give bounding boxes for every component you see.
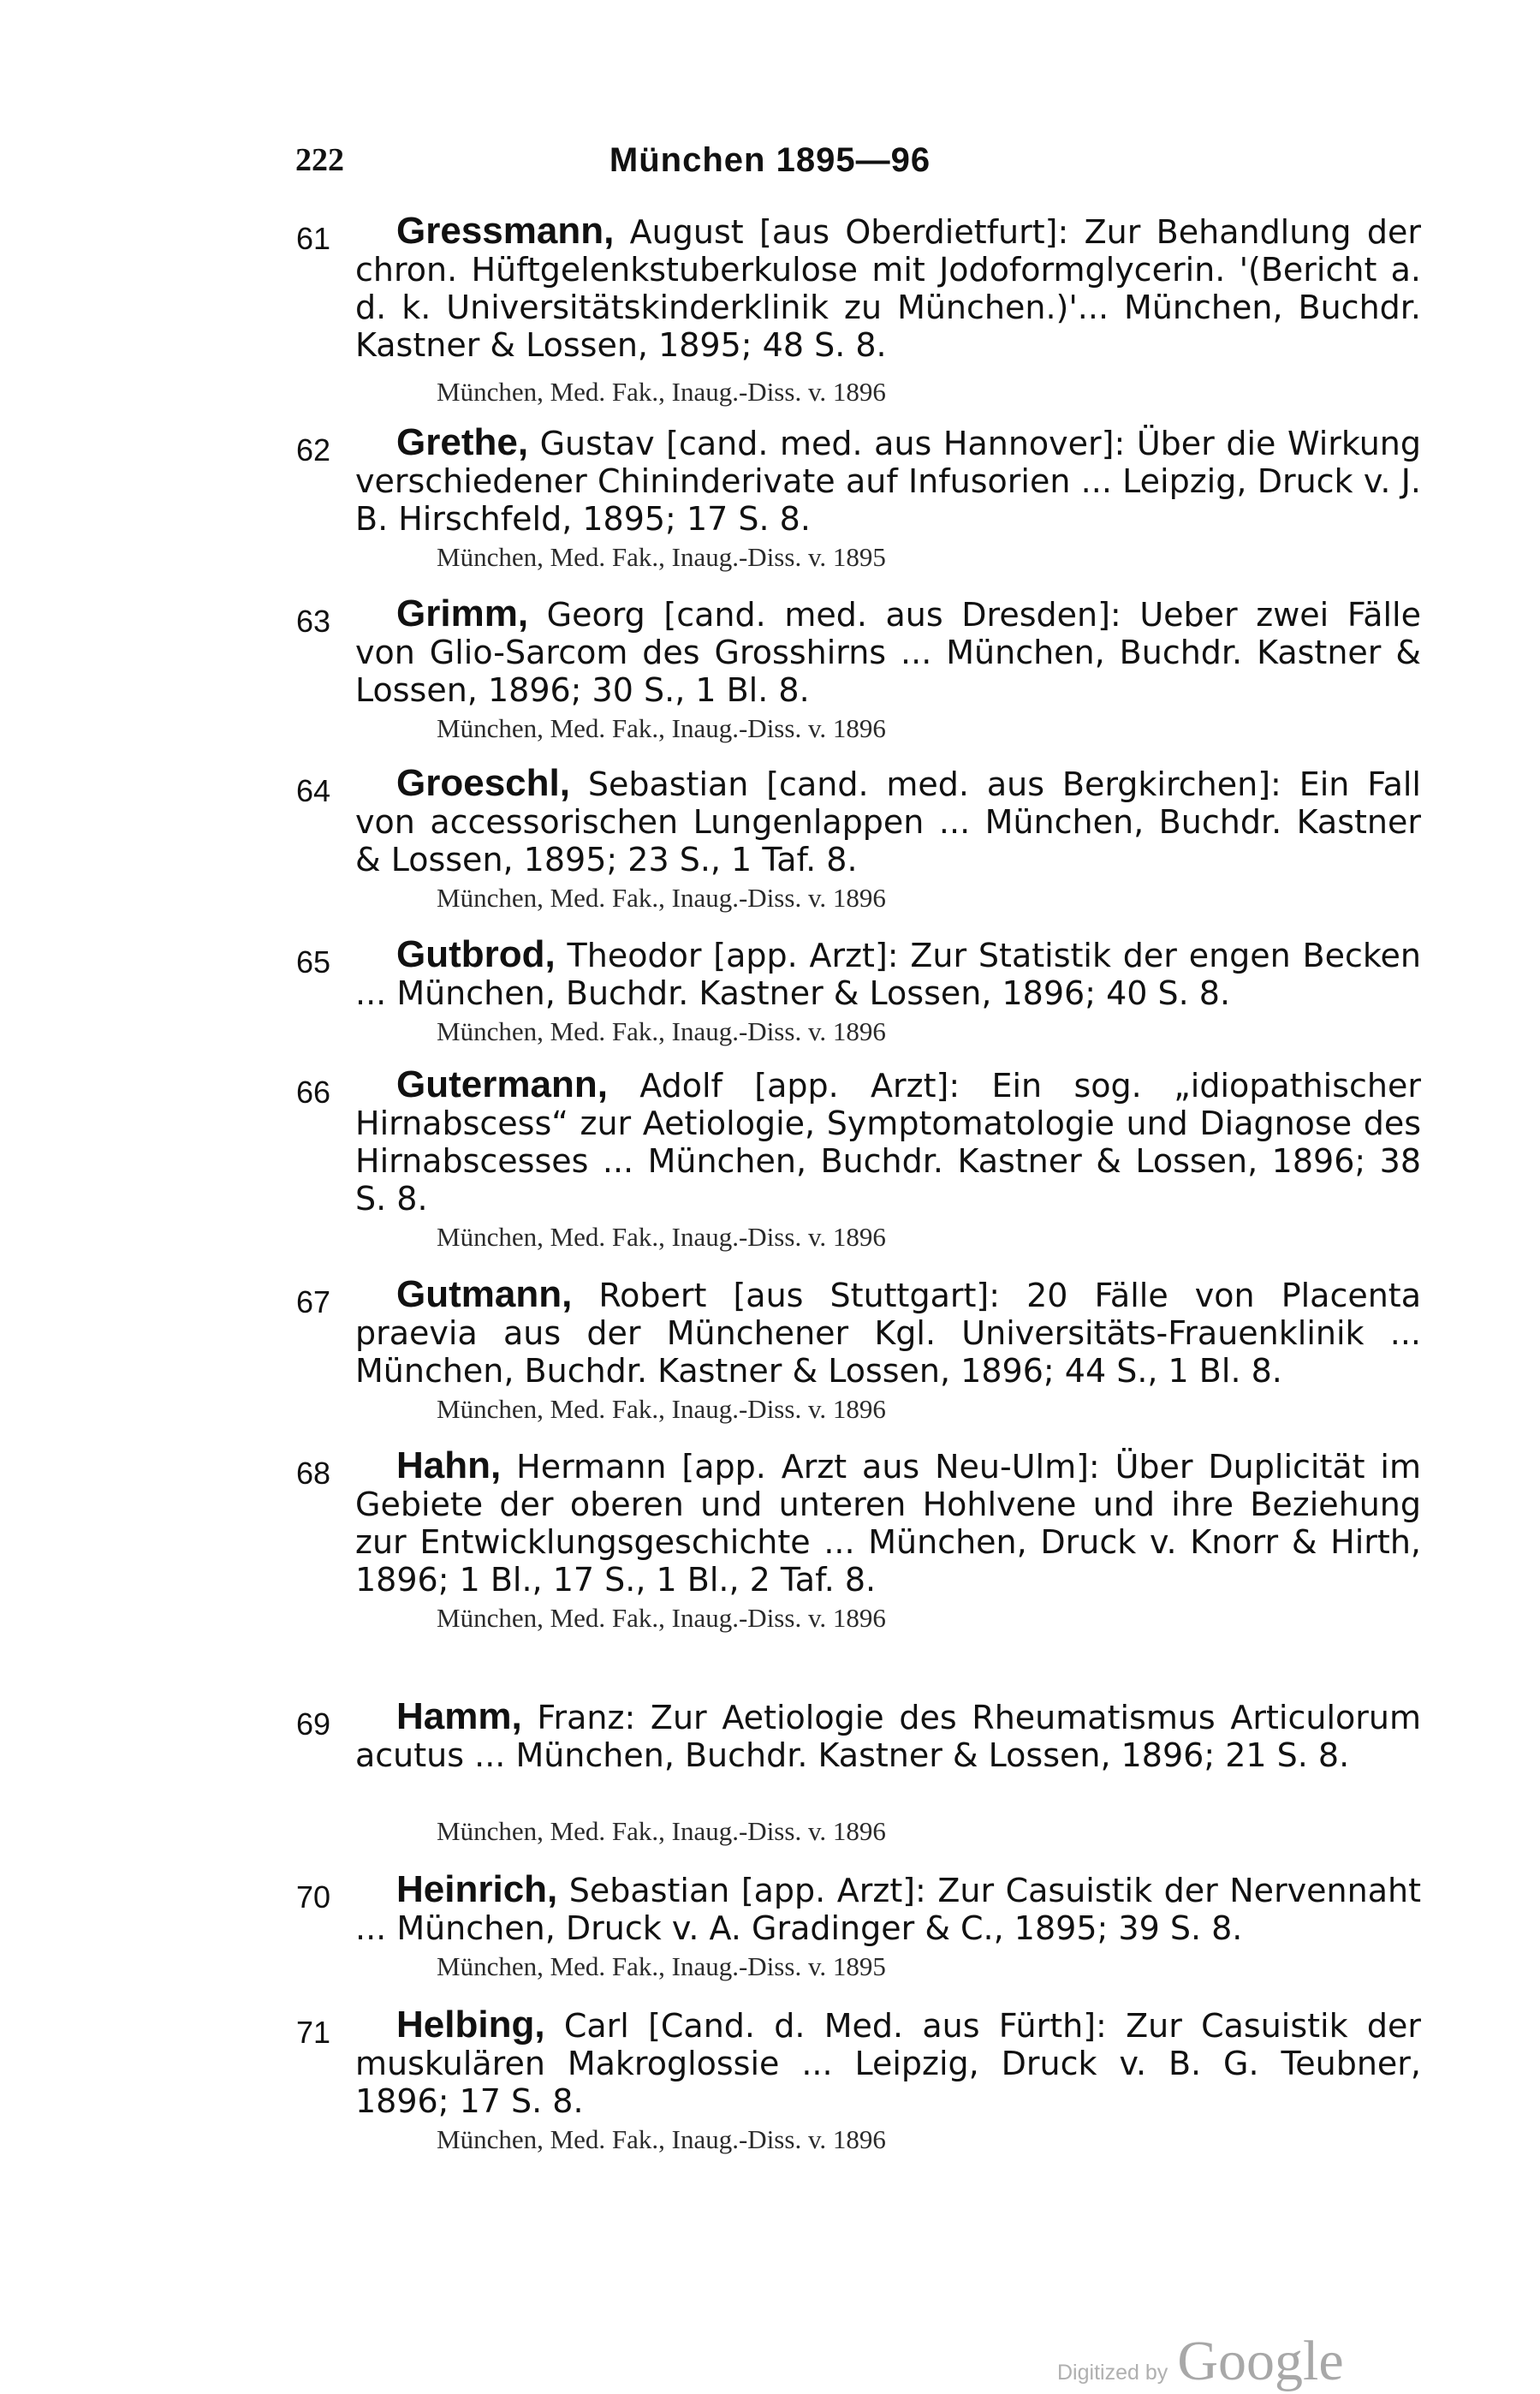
entry-number: 71 (296, 2015, 331, 2050)
entry-number: 65 (296, 944, 331, 980)
entry-text (355, 1695, 1421, 1774)
entry-text (355, 762, 1421, 878)
entry-author: Helbing, (396, 2004, 545, 2046)
entry-note: München, Med. Fak., Inaug.-Diss. v. 1896 (437, 1603, 886, 1633)
entry-note: München, Med. Fak., Inaug.-Diss. v. 1896 (437, 713, 886, 743)
entry-note: München, Med. Fak., Inaug.-Diss. v. 1896 (437, 1816, 886, 1846)
entry-number: 68 (296, 1456, 331, 1491)
entry-description: Sebastian [app. Arzt]: Zur Casuistik der Nervennaht ... München, Druck v. A. Gradinger & C., 1895; 39 S. 8. (355, 1872, 1421, 1947)
page-number: 222 (295, 142, 344, 178)
entry-note: München, Med. Fak., Inaug.-Diss. v. 1896 (437, 1394, 886, 1424)
entry-author: Gutmann, (396, 1273, 573, 1315)
entry-author: Grethe, (396, 421, 529, 463)
entry-author: Gutermann, (396, 1063, 608, 1105)
entry-author: Gutbrod, (396, 933, 556, 975)
entry-note: München, Med. Fak., Inaug.-Diss. v. 1895 (437, 1951, 886, 1981)
entry-description: Franz: Zur Aetiologie des Rheumatismus Articulorum acutus ... München, Buchdr. Kastner & Lossen, 1896; 21 S. 8. (355, 1699, 1421, 1774)
entry-number: 67 (296, 1284, 331, 1319)
entry-text (355, 1444, 1421, 1599)
digitized-label: Digitized by (1057, 2361, 1168, 2385)
entry-description: Adolf [app. Arzt]: Ein sog. „idiopathischer Hirnabscess“ zur Aetiologie, Symptomatologie und Diagnose des Hirnabscesses ... München, Buchdr. Kastner & Lossen, 1896; 38 S. 8. (355, 1067, 1421, 1218)
entry-note: München, Med. Fak., Inaug.-Diss. v. 1896 (437, 1016, 886, 1046)
entry-text (355, 421, 1421, 538)
entry-description: Robert [aus Stuttgart]: 20 Fälle von Placenta praevia aus der Münchener Kgl. Universitäts-Frauenklinik ... München, Buchdr. Kastner & Lossen, 1896; 44 S., 1 Bl. 8. (355, 1277, 1421, 1390)
entry-number: 62 (296, 432, 331, 467)
entry-number: 69 (296, 1706, 331, 1742)
entry-author: Hamm, (396, 1695, 522, 1737)
entry-number: 66 (296, 1075, 331, 1110)
entry-note: München, Med. Fak., Inaug.-Diss. v. 1895 (437, 542, 886, 572)
entry-text (355, 212, 1421, 364)
entry-text (355, 595, 1421, 709)
entry-text (355, 1063, 1421, 1218)
entry-author: Gressmann, (396, 210, 615, 252)
entry-number: 63 (296, 604, 331, 639)
digitized-watermark (1057, 2329, 1468, 2392)
entry-description: Theodor [app. Arzt]: Zur Statistik der engen Becken ... München, Buchdr. Kastner & Lossen, 1896; 40 S. 8. (355, 937, 1421, 1012)
entry-text (355, 1868, 1421, 1947)
entry-number: 70 (296, 1879, 331, 1915)
entry-text (355, 933, 1421, 1012)
entry-note: München, Med. Fak., Inaug.-Diss. v. 1896 (437, 377, 886, 407)
entry-number: 61 (296, 221, 331, 256)
entry-author: Hahn, (396, 1444, 502, 1486)
entry-description: Carl [Cand. d. Med. aus Fürth]: Zur Casuistik der muskulären Makroglossie ... Leipzig, Druck v. B. G. Teubner, 1896; 17 S. 8. (355, 2007, 1421, 2120)
entry-text (355, 1273, 1421, 1390)
entry-description: Gustav [cand. med. aus Hannover]: Über die Wirkung verschiedener Chininderivate auf Infusorien ... Leipzig, Druck v. J. B. Hirschfeld, 1895; 17 S. 8. (355, 425, 1421, 538)
entry-author: Groeschl, (396, 762, 570, 804)
page-header (0, 141, 1540, 193)
entry-text (355, 2006, 1421, 2120)
running-title: München 1895—96 (609, 141, 931, 179)
entry-note: München, Med. Fak., Inaug.-Diss. v. 1896 (437, 883, 886, 913)
entry-author: Grimm, (396, 593, 529, 634)
entry-description: Sebastian [cand. med. aus Bergkirchen]: Ein Fall von accessorischen Lungenlappen ... München, Buchdr. Kastner & Lossen, 1895; 23 S., 1 Taf. 8. (355, 765, 1421, 878)
entry-description: Georg [cand. med. aus Dresden]: Ueber zwei Fälle von Glio-Sarcom des Grosshirns ... München, Buchdr. Kastner & Lossen, 1896; 30 S., 1 Bl. 8. (355, 596, 1421, 709)
entry-author: Heinrich, (396, 1868, 558, 1910)
entry-note: München, Med. Fak., Inaug.-Diss. v. 1896 (437, 1222, 886, 1252)
entry-note: München, Med. Fak., Inaug.-Diss. v. 1896 (437, 2124, 886, 2154)
google-logo: Google (1177, 2330, 1344, 2392)
entry-number: 64 (296, 773, 331, 808)
entry-description: August [aus Oberdietfurt]: Zur Behandlung der chron. Hüftgelenkstuberkulose mit Jodoformglycerin. '(Bericht a. d. k. Universitätskinderklinik zu München.)'... München, Buchdr. Kastner & Lossen, 1895; 48 S. 8. (355, 213, 1421, 364)
entry-description: Hermann [app. Arzt aus Neu-Ulm]: Über Duplicität im Gebiete der oberen und unteren Hohlvene und ihre Beziehung zur Entwicklungsgeschichte ... München, Druck v. Knorr & Hirth, 1896; 1 Bl., 17 S., 1 Bl., 2 Taf. 8. (355, 1448, 1421, 1599)
